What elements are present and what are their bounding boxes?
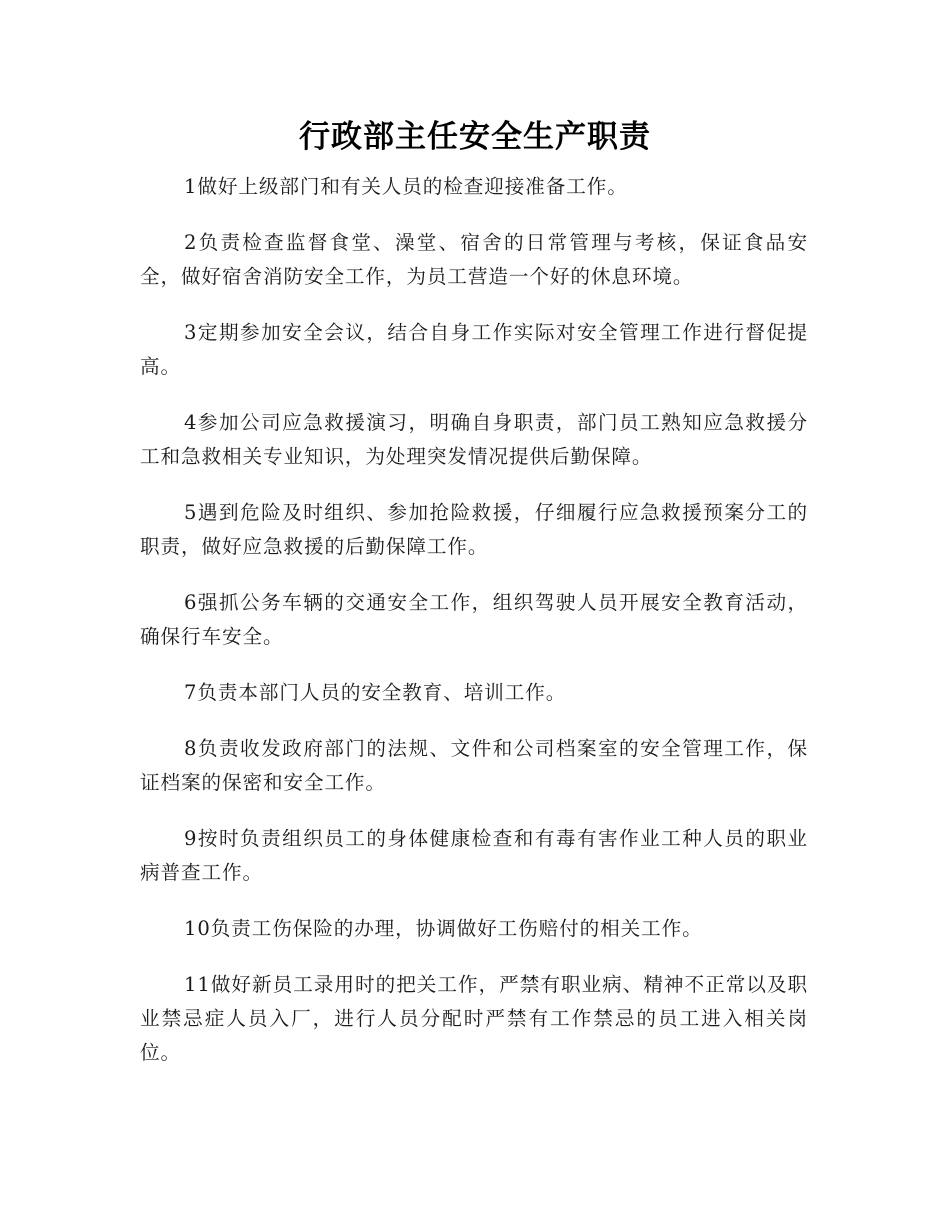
paragraph-8: 8负责收发政府部门的法规、文件和公司档案室的安全管理工作，保证档案的保密和安全工作。 (140, 737, 808, 794)
paragraph-6: 6强抓公务车辆的交通安全工作，组织驾驶人员开展安全教育活动，确保行车安全。 (140, 591, 808, 648)
paragraph-7: 7负责本部门人员的安全教育、培训工作。 (184, 681, 567, 704)
paragraph-5: 5遇到危险及时组织、参加抢险救援，仔细履行应急救援预案分工的职责，做好应急救援的后勤保障工作。 (140, 501, 808, 558)
document-body (140, 170, 808, 1092)
paragraph-11: 11做好新员工录用时的把关工作，严禁有职业病、精神不正常以及职业禁忌症人员入厂，进行人员分配时严禁有工作禁忌的员工进入相关岗位。 (140, 973, 808, 1064)
paragraph-9: 9按时负责组织员工的身体健康检查和有毒有害作业工种人员的职业病普查工作。 (140, 827, 808, 884)
paragraph-2: 2负责检查监督食堂、澡堂、宿舍的日常管理与考核，保证食品安全，做好宿舍消防安全工作，为员工营造一个好的休息环境。 (140, 231, 808, 288)
paragraph-10: 10负责工伤保险的办理，协调做好工伤赔付的相关工作。 (184, 917, 703, 940)
paragraph-4: 4参加公司应急救援演习，明确自身职责，部门员工熟知应急救援分工和急救相关专业知识，为处理突发情况提供后勤保障。 (140, 411, 808, 468)
paragraph-1: 1做好上级部门和有关人员的检查迎接准备工作。 (184, 175, 628, 198)
document-title: 行政部主任安全生产职责 (299, 119, 651, 155)
paragraph-3: 3定期参加安全会议，结合自身工作实际对安全管理工作进行督促提高。 (140, 321, 808, 378)
